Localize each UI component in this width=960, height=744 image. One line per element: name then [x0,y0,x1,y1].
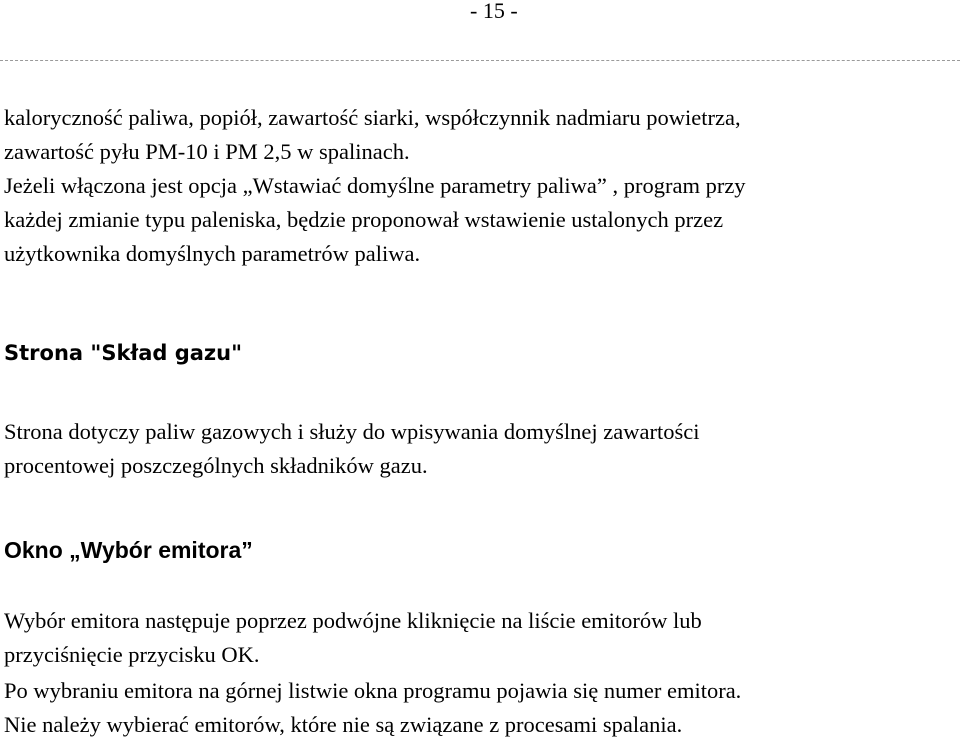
paragraph-fuel-parameters [4,101,741,169]
text-line: Jeżeli włączona jest opcja „Wstawiać domyślne parametry paliwa” , program przy [4,173,746,198]
page-number: - 15 - [470,0,518,23]
heading-gas-composition: Strona "Skład gazu" [4,341,243,365]
text-line: Wybór emitora następuje poprzez podwójne kliknięcie na liście emitorów lub [4,608,702,633]
paragraph-emitter-number [4,674,741,742]
paragraph-emitter-selection [4,604,702,672]
text-line: przyciśnięcie przycisku OK. [4,642,260,667]
header-divider [0,60,960,61]
text-line: Nie należy wybierać emitorów, które nie są związane z procesami spalania. [4,712,683,737]
text-line: Strona dotyczy paliw gazowych i służy do wpisywania domyślnej zawartości [4,419,700,444]
text-line: zawartość pyłu PM-10 i PM 2,5 w spalinach. [4,139,410,164]
text-line: każdej zmianie typu paleniska, będzie proponował wstawienie ustalonych przez [4,207,724,232]
text-line: użytkownika domyślnych parametrów paliwa. [4,241,421,266]
heading-emitter-selection: Okno „Wybór emitora” [4,537,253,563]
paragraph-default-fuel-option [4,169,746,271]
text-line: kaloryczność paliwa, popiół, zawartość siarki, współczynnik nadmiaru powietrza, [4,105,741,130]
paragraph-gas-composition [4,415,699,483]
text-line: procentowej poszczególnych składników gazu. [4,453,428,478]
text-line: Po wybraniu emitora na górnej listwie okna programu pojawia się numer emitora. [4,678,742,703]
